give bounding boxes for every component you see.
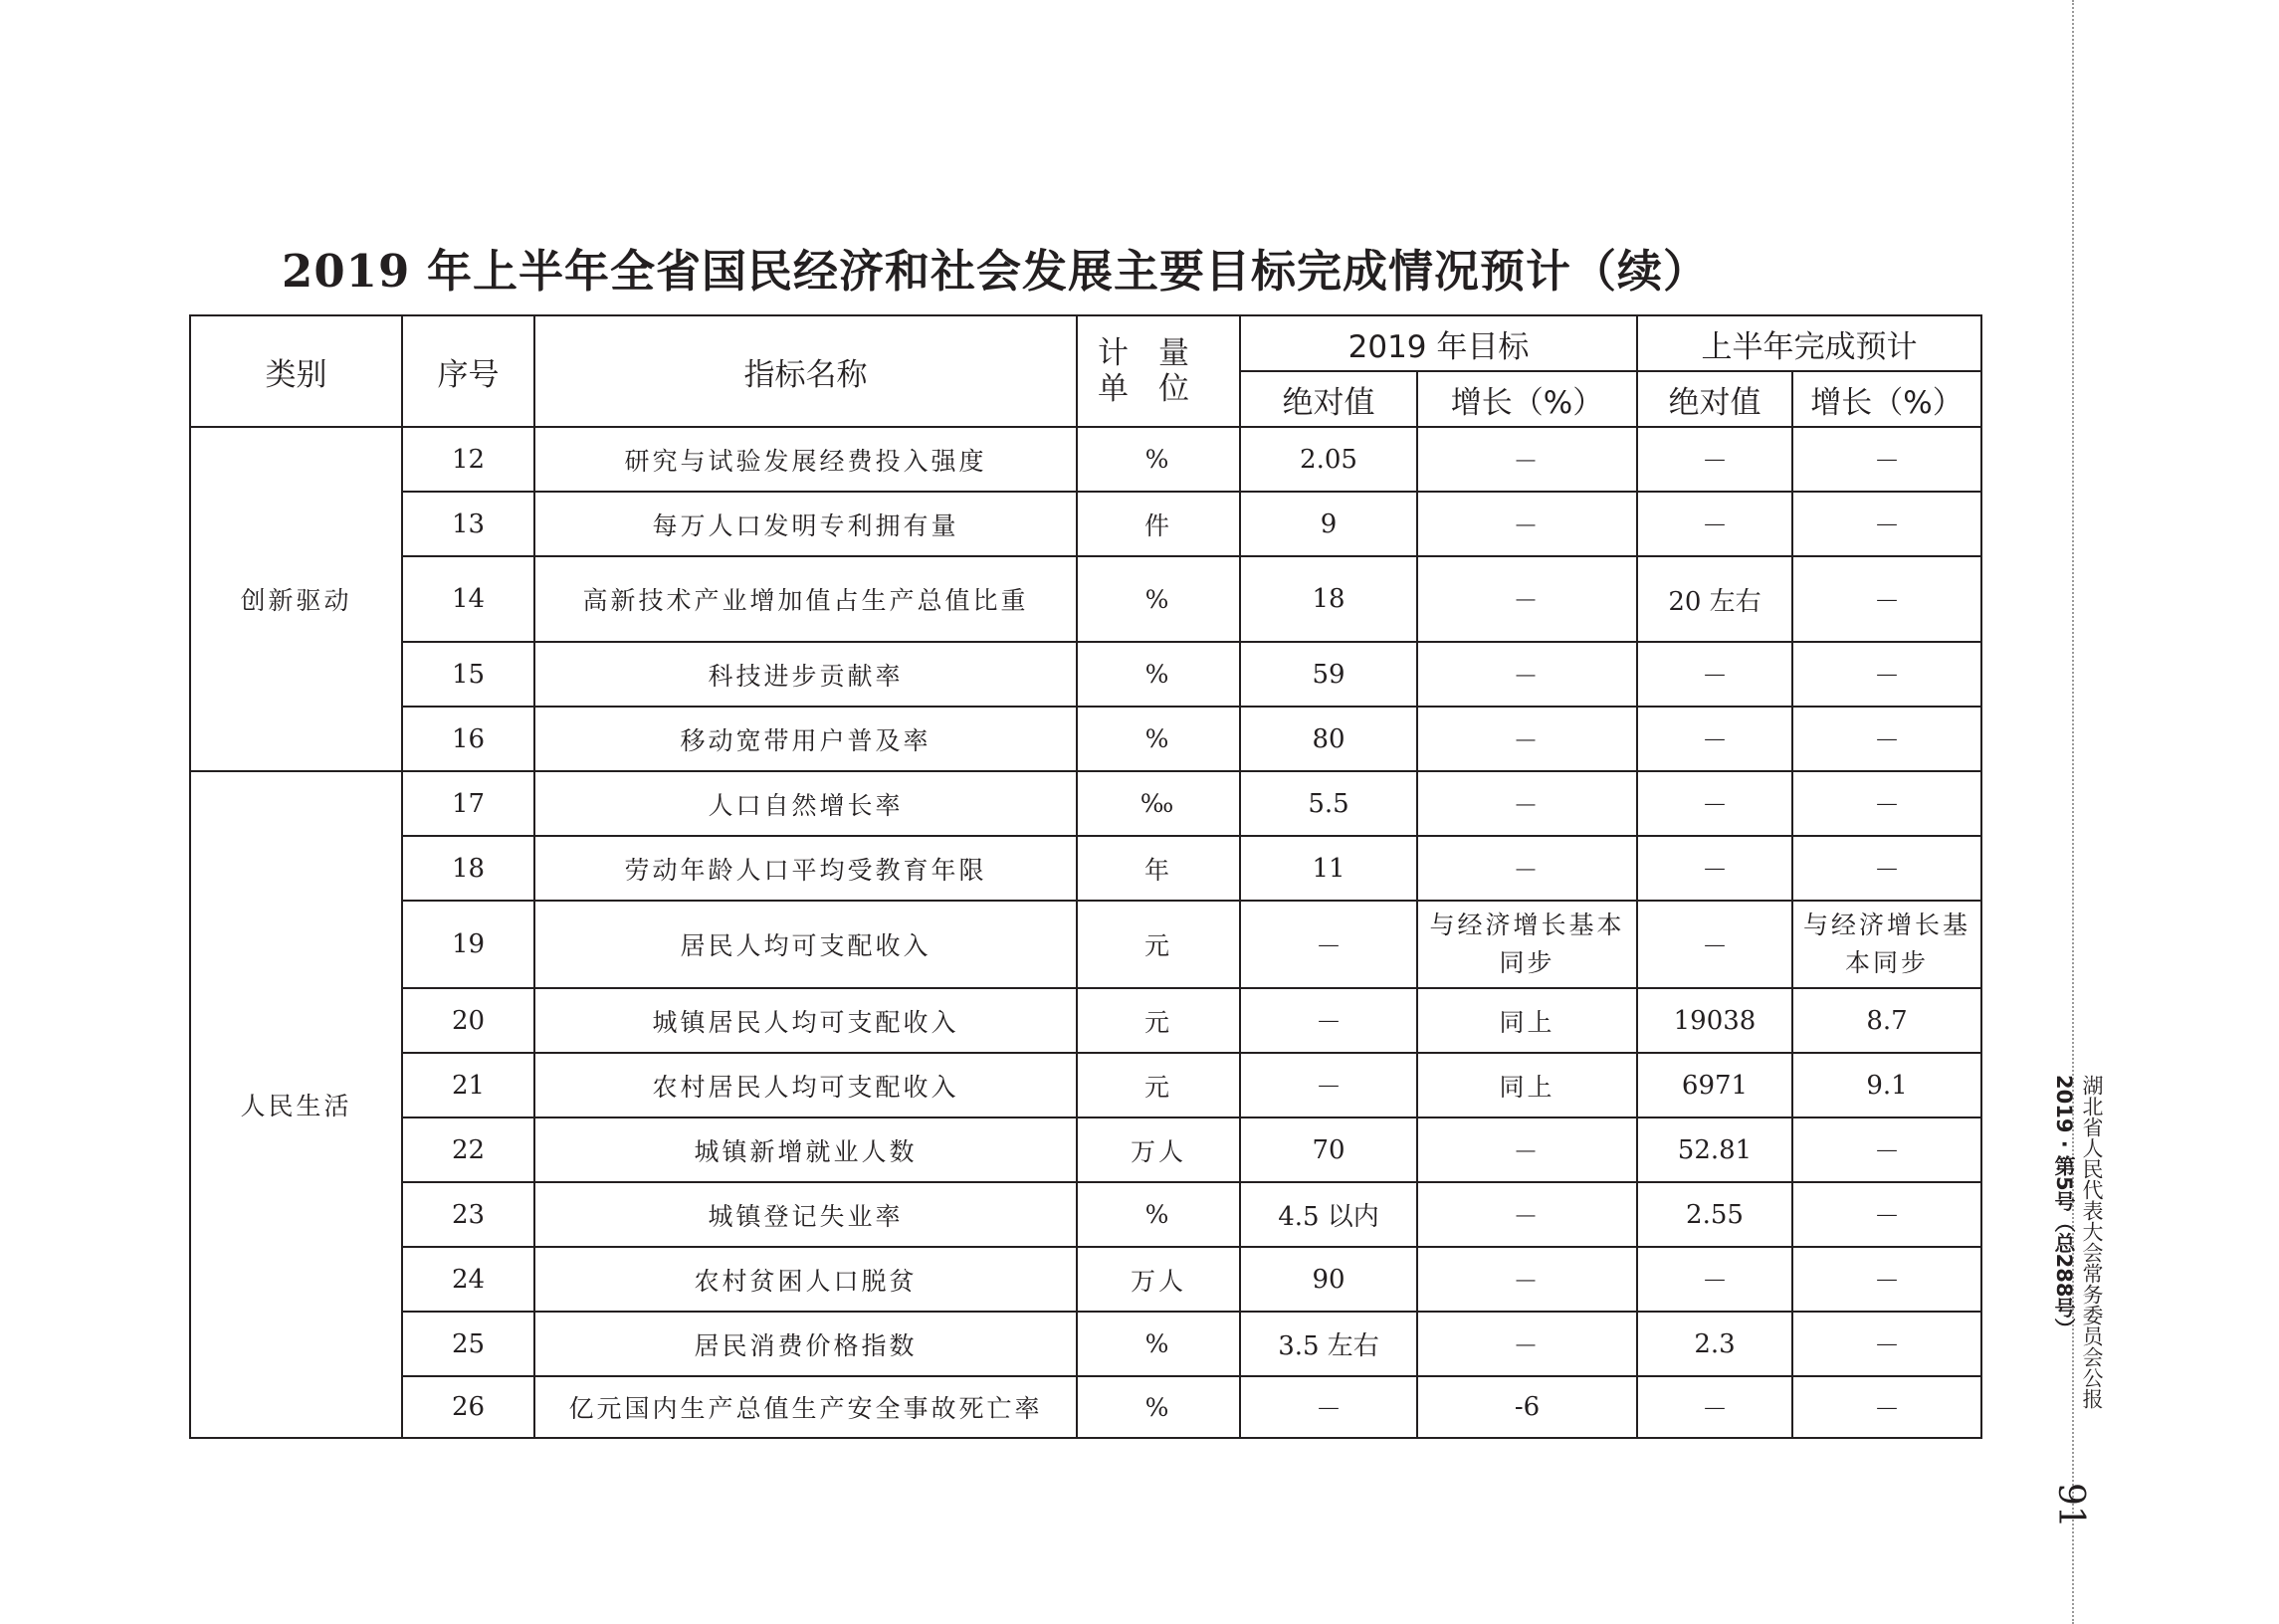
row-unit: 年 bbox=[1077, 836, 1240, 901]
row-unit: ‰ bbox=[1077, 771, 1240, 836]
row-target-absolute: 9 bbox=[1240, 492, 1417, 556]
row-target-growth: － bbox=[1417, 1247, 1637, 1312]
row-half-absolute: 19038 bbox=[1637, 988, 1792, 1053]
table-row bbox=[190, 1312, 1981, 1376]
table-row bbox=[190, 1182, 1981, 1247]
publication-name: 湖北省人民代表大会常务委员会公报 bbox=[2080, 1075, 2104, 1409]
row-target-growth: － bbox=[1417, 1312, 1637, 1376]
row-target-absolute: 80 bbox=[1240, 707, 1417, 771]
row-indicator: 高新技术产业增加值占生产总值比重 bbox=[534, 556, 1077, 642]
table-row bbox=[190, 1117, 1981, 1182]
row-half-growth: 9.1 bbox=[1792, 1053, 1981, 1117]
header-index: 序号 bbox=[402, 315, 534, 427]
row-target-growth: -6 bbox=[1417, 1376, 1637, 1438]
row-index: 16 bbox=[402, 707, 534, 771]
row-half-absolute: － bbox=[1637, 1376, 1792, 1438]
row-unit: % bbox=[1077, 707, 1240, 771]
page-title: 2019 年上半年全省国民经济和社会发展主要目标完成情况预计（续） bbox=[282, 245, 1709, 298]
row-indicator: 每万人口发明专利拥有量 bbox=[534, 492, 1077, 556]
row-half-growth: 与经济增长基本同步 bbox=[1792, 901, 1981, 988]
row-index: 17 bbox=[402, 771, 534, 836]
row-index: 14 bbox=[402, 556, 534, 642]
row-indicator: 研究与试验发展经费投入强度 bbox=[534, 427, 1077, 492]
indicator-table bbox=[189, 314, 1982, 1439]
table-row bbox=[190, 988, 1981, 1053]
issue-label: 2019 · 第5号（总288号） bbox=[2052, 1075, 2076, 1339]
row-target-absolute: 11 bbox=[1240, 836, 1417, 901]
row-half-growth: － bbox=[1792, 1117, 1981, 1182]
header-category: 类别 bbox=[190, 315, 402, 427]
row-half-growth: － bbox=[1792, 1247, 1981, 1312]
row-target-growth: － bbox=[1417, 492, 1637, 556]
row-half-absolute: 2.3 bbox=[1637, 1312, 1792, 1376]
header-unit-line2: 单位 bbox=[1098, 371, 1219, 407]
table-row bbox=[190, 771, 1981, 836]
row-half-absolute: － bbox=[1637, 836, 1792, 901]
table-row bbox=[190, 901, 1981, 988]
row-half-absolute: 20 左右 bbox=[1637, 556, 1792, 642]
row-index: 13 bbox=[402, 492, 534, 556]
row-half-absolute: － bbox=[1637, 427, 1792, 492]
row-half-absolute: 52.81 bbox=[1637, 1117, 1792, 1182]
row-unit: 件 bbox=[1077, 492, 1240, 556]
page-number: 91 bbox=[2050, 1483, 2091, 1528]
row-half-absolute: － bbox=[1637, 901, 1792, 988]
row-half-growth: － bbox=[1792, 771, 1981, 836]
header-target-growth: 增长（%） bbox=[1417, 371, 1637, 427]
row-half-absolute: － bbox=[1637, 771, 1792, 836]
row-target-absolute: － bbox=[1240, 988, 1417, 1053]
row-target-absolute: － bbox=[1240, 901, 1417, 988]
row-target-growth: － bbox=[1417, 556, 1637, 642]
row-unit: 万人 bbox=[1077, 1117, 1240, 1182]
row-half-growth: － bbox=[1792, 1182, 1981, 1247]
row-half-absolute: － bbox=[1637, 642, 1792, 707]
row-index: 24 bbox=[402, 1247, 534, 1312]
row-unit: 元 bbox=[1077, 988, 1240, 1053]
header-indicator: 指标名称 bbox=[534, 315, 1077, 427]
header-half-absolute: 绝对值 bbox=[1637, 371, 1792, 427]
row-target-growth: 同上 bbox=[1417, 1053, 1637, 1117]
row-indicator: 人口自然增长率 bbox=[534, 771, 1077, 836]
row-target-growth: － bbox=[1417, 427, 1637, 492]
row-index: 21 bbox=[402, 1053, 534, 1117]
row-index: 19 bbox=[402, 901, 534, 988]
row-indicator: 移动宽带用户普及率 bbox=[534, 707, 1077, 771]
row-target-absolute: － bbox=[1240, 1053, 1417, 1117]
row-index: 23 bbox=[402, 1182, 534, 1247]
row-target-absolute: 59 bbox=[1240, 642, 1417, 707]
row-indicator: 农村居民人均可支配收入 bbox=[534, 1053, 1077, 1117]
row-target-growth: － bbox=[1417, 771, 1637, 836]
row-unit: % bbox=[1077, 642, 1240, 707]
row-half-growth: － bbox=[1792, 642, 1981, 707]
row-unit: % bbox=[1077, 556, 1240, 642]
row-index: 12 bbox=[402, 427, 534, 492]
row-target-growth: － bbox=[1417, 707, 1637, 771]
row-target-growth: 与经济增长基本同步 bbox=[1417, 901, 1637, 988]
row-unit: % bbox=[1077, 1312, 1240, 1376]
row-unit: % bbox=[1077, 1182, 1240, 1247]
row-target-absolute: 18 bbox=[1240, 556, 1417, 642]
row-half-absolute: 6971 bbox=[1637, 1053, 1792, 1117]
row-target-absolute: 70 bbox=[1240, 1117, 1417, 1182]
row-target-absolute: 90 bbox=[1240, 1247, 1417, 1312]
row-half-growth: － bbox=[1792, 1312, 1981, 1376]
row-half-growth: － bbox=[1792, 836, 1981, 901]
header-target-absolute: 绝对值 bbox=[1240, 371, 1417, 427]
row-indicator: 亿元国内生产总值生产安全事故死亡率 bbox=[534, 1376, 1077, 1438]
row-index: 26 bbox=[402, 1376, 534, 1438]
row-index: 25 bbox=[402, 1312, 534, 1376]
row-index: 15 bbox=[402, 642, 534, 707]
row-indicator: 城镇居民人均可支配收入 bbox=[534, 988, 1077, 1053]
row-index: 18 bbox=[402, 836, 534, 901]
row-half-absolute: － bbox=[1637, 1247, 1792, 1312]
row-half-absolute: － bbox=[1637, 707, 1792, 771]
row-unit: 元 bbox=[1077, 1053, 1240, 1117]
table-row bbox=[190, 836, 1981, 901]
row-indicator: 科技进步贡献率 bbox=[534, 642, 1077, 707]
row-indicator: 劳动年龄人口平均受教育年限 bbox=[534, 836, 1077, 901]
category-cell: 创新驱动 bbox=[190, 427, 402, 771]
row-index: 20 bbox=[402, 988, 534, 1053]
table-row bbox=[190, 1053, 1981, 1117]
row-half-growth: － bbox=[1792, 1376, 1981, 1438]
header-half-group: 上半年完成预计 bbox=[1637, 315, 1981, 371]
table-row bbox=[190, 427, 1981, 492]
header-unit bbox=[1077, 315, 1240, 427]
header-half-growth: 增长（%） bbox=[1792, 371, 1981, 427]
header-target-group: 2019 年目标 bbox=[1240, 315, 1637, 371]
row-indicator: 居民消费价格指数 bbox=[534, 1312, 1077, 1376]
table-row bbox=[190, 492, 1981, 556]
row-target-growth: － bbox=[1417, 642, 1637, 707]
row-unit: % bbox=[1077, 1376, 1240, 1438]
row-target-absolute: 4.5 以内 bbox=[1240, 1182, 1417, 1247]
row-half-growth: － bbox=[1792, 427, 1981, 492]
table-row bbox=[190, 642, 1981, 707]
row-index: 22 bbox=[402, 1117, 534, 1182]
row-half-growth: － bbox=[1792, 556, 1981, 642]
row-unit: 万人 bbox=[1077, 1247, 1240, 1312]
table-row bbox=[190, 707, 1981, 771]
row-unit: 元 bbox=[1077, 901, 1240, 988]
row-indicator: 城镇新增就业人数 bbox=[534, 1117, 1077, 1182]
row-target-growth: － bbox=[1417, 1117, 1637, 1182]
row-half-growth: － bbox=[1792, 707, 1981, 771]
row-indicator: 居民人均可支配收入 bbox=[534, 901, 1077, 988]
row-indicator: 农村贫困人口脱贫 bbox=[534, 1247, 1077, 1312]
table-row bbox=[190, 1376, 1981, 1438]
row-target-absolute: 5.5 bbox=[1240, 771, 1417, 836]
row-unit: % bbox=[1077, 427, 1240, 492]
row-target-absolute: 3.5 左右 bbox=[1240, 1312, 1417, 1376]
row-half-growth: 8.7 bbox=[1792, 988, 1981, 1053]
header-row-1 bbox=[190, 315, 1981, 371]
row-half-absolute: 2.55 bbox=[1637, 1182, 1792, 1247]
category-cell: 人民生活 bbox=[190, 771, 402, 1438]
row-target-absolute: 2.05 bbox=[1240, 427, 1417, 492]
publication-sidebar bbox=[2046, 1075, 2106, 1513]
row-target-growth: 同上 bbox=[1417, 988, 1637, 1053]
row-half-growth: － bbox=[1792, 492, 1981, 556]
row-target-growth: － bbox=[1417, 836, 1637, 901]
header-unit-line1: 计量 bbox=[1098, 335, 1219, 371]
row-half-absolute: － bbox=[1637, 492, 1792, 556]
row-target-growth: － bbox=[1417, 1182, 1637, 1247]
table-row bbox=[190, 1247, 1981, 1312]
row-target-absolute: － bbox=[1240, 1376, 1417, 1438]
table-row bbox=[190, 556, 1981, 642]
row-indicator: 城镇登记失业率 bbox=[534, 1182, 1077, 1247]
